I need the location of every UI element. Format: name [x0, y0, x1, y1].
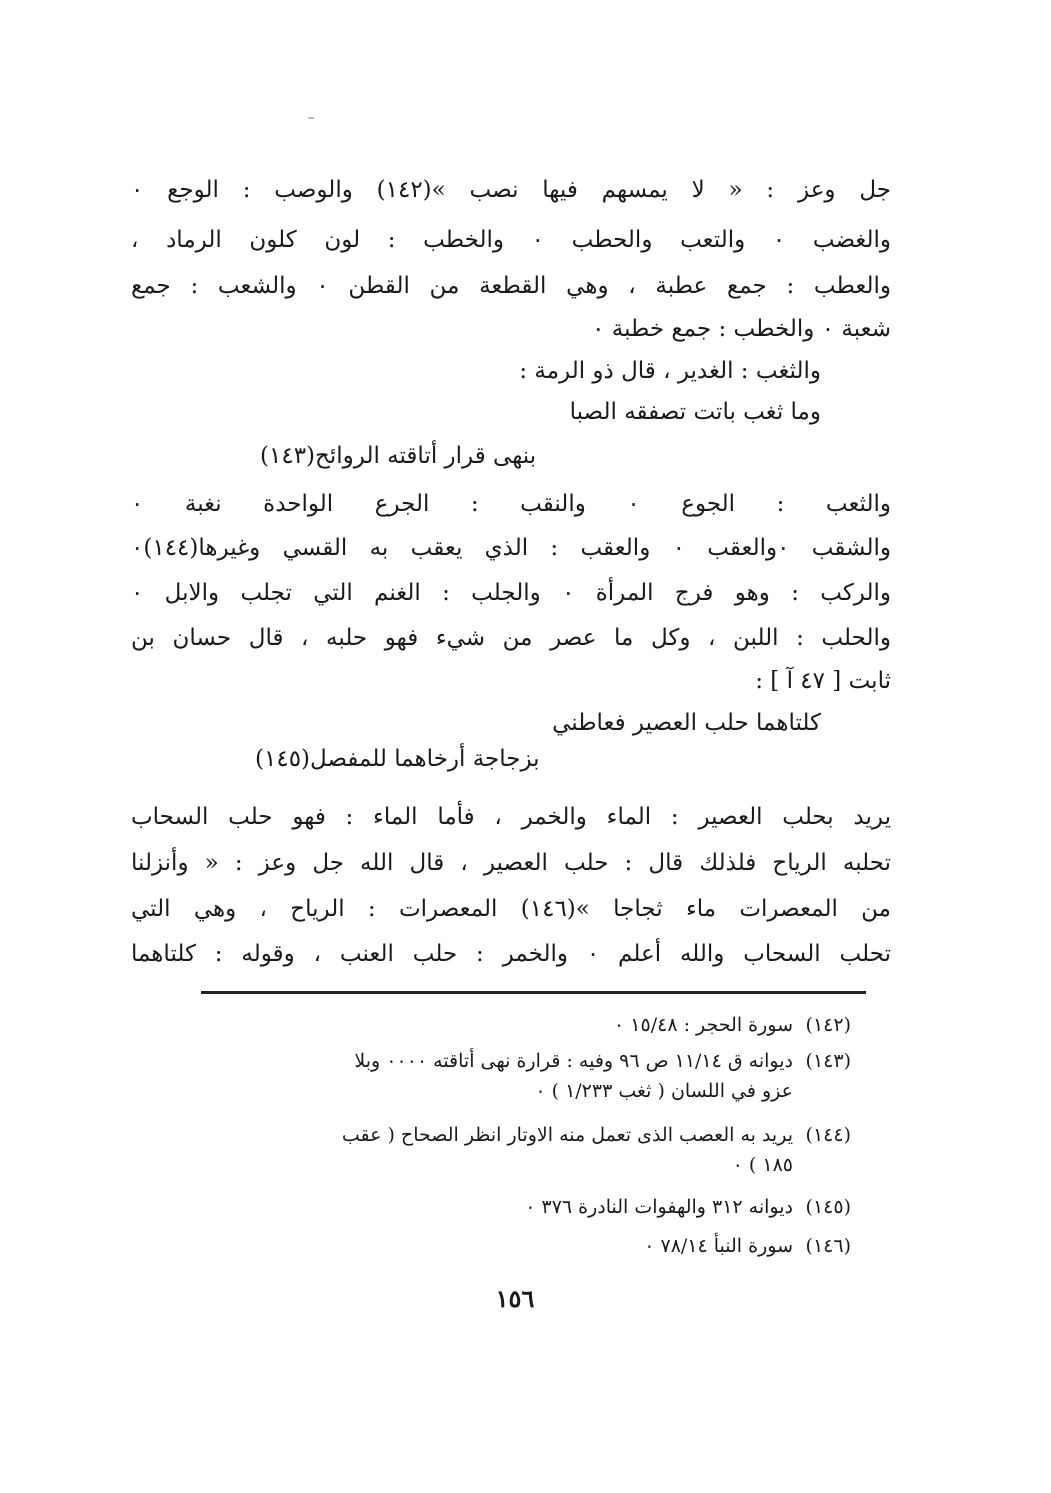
verse-intro: والثغب : الغدير ، قال ذو الرمة :: [519, 358, 821, 384]
footnote: [191, 1010, 851, 1040]
verse-hemistich: كلتاهما حلب العصير فعاطني: [552, 710, 821, 736]
footnote: [191, 1192, 851, 1222]
verse-hemistich: بنهى قرار أتاقته الروائح(١٤٣): [260, 443, 537, 469]
footnote-number: (١٤٥): [805, 1196, 851, 1218]
footnote-continuation: ١٨٥ ) ٠: [732, 1154, 793, 1176]
footnote: [191, 1231, 851, 1261]
footnote-text: سورة الحجر : ١٥/٤٨ ٠: [614, 1014, 793, 1036]
body-line: والثعب : الجوع ٠ والنقب : الجرع الواحدة نغبة ٠: [131, 491, 891, 517]
body-line: شعبة ٠ والخطب : جمع خطبة ٠: [592, 316, 891, 342]
body-line: جل وعز : « لا يمسهم فيها نصب »(١٤٢) والوصب : الوجع ٠: [131, 177, 891, 203]
scan-speck: [308, 117, 314, 119]
body-line: يريد بحلب العصير : الماء والخمر ، فأما الماء : فهو حلب السحاب: [131, 804, 891, 830]
body-line: والحلب : اللبن ، وكل ما عصر من شيء فهو حلبه ، قال حسان بن: [131, 625, 891, 651]
footnote-text: يريد به العصب الذى تعمل منه الاوتار انظر الصحاح ( عقب: [341, 1124, 793, 1146]
body-line: والركب : وهو فرج المرأة ٠ والجلب : الغنم التي تجلب والابل ٠: [131, 580, 891, 606]
footnote-number: (١٤٦): [805, 1235, 851, 1257]
body-line: والشقب ٠والعقب ٠ والعقب : الذي يعقب به القسي وغيرها(١٤٤)٠: [131, 535, 891, 561]
body-line: من المعصرات ماء ثجاجا »(١٤٦) المعصرات : الرياح ، وهي التي: [131, 896, 891, 922]
verse-hemistich: وما ثغب باتت تصفقه الصبا: [569, 399, 821, 425]
footnote-number: (١٤٣): [805, 1050, 851, 1072]
footnote-text: ديوانه ق ١١/١٤ ص ٩٦ وفيه : قرارة نهى أتاقته ٠٠٠٠ وبلا: [354, 1050, 793, 1072]
verse-hemistich: بزجاجة أرخاهما للمفصل(١٤٥): [255, 746, 540, 772]
footnote: [191, 1046, 851, 1076]
body-line: والعطب : جمع عطبة ، وهي القطعة من القطن ٠ والشعب : جمع: [131, 273, 891, 299]
footnote-number: (١٤٤): [805, 1124, 851, 1146]
body-line: ثابت [ ٤٧ آ ] :: [755, 668, 891, 694]
footnote: [191, 1120, 851, 1150]
footnote-number: (١٤٢): [805, 1014, 851, 1036]
footnote-rule: [201, 991, 866, 994]
body-line: والغضب ٠ والتعب والحطب ٠ والخطب : لون كلون الرماد ،: [131, 227, 891, 253]
footnote-continuation: عزو في اللسان ( ثغب ١/٢٣٣ ) ٠: [535, 1080, 793, 1102]
footnote-text: ديوانه ٣١٢ والهفوات النادرة ٣٧٦ ٠: [525, 1196, 793, 1218]
body-line: تحلبه الرياح فلذلك قال : حلب العصير ، قال الله جل وعز : « وأنزلنا: [131, 850, 891, 876]
body-line: تحلب السحاب والله أعلم ٠ والخمر : حلب العنب ، وقوله : كلتاهما: [131, 941, 891, 967]
footnote-text: سورة النبأ ٧٨/١٤ ٠: [644, 1235, 793, 1257]
page-number: ١٥٦: [495, 1284, 535, 1313]
